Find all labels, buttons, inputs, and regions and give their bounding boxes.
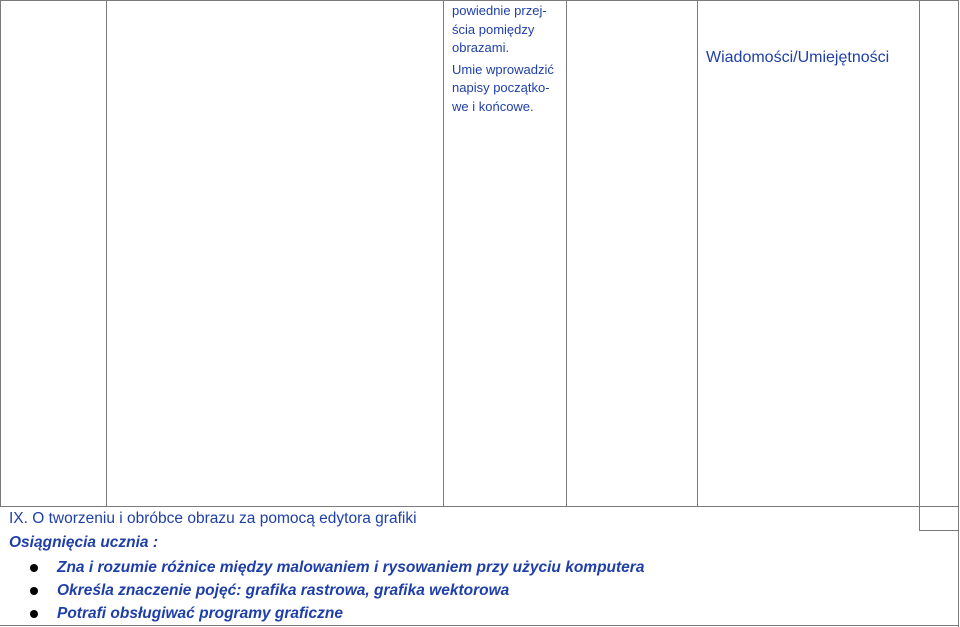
section-title: IX. O tworzeniu i obróbce obrazu za pomocą edytora grafiki [9,510,417,527]
column-divider [958,0,959,627]
bullet-icon [30,587,38,595]
row-divider [0,0,959,1]
column-divider [566,0,567,506]
transitions-cell [452,2,564,116]
row-divider [919,530,959,531]
column-divider [443,0,444,506]
list-item [30,579,644,602]
column-divider [919,0,920,530]
column-divider [106,0,107,506]
bullet-icon [30,610,38,618]
list-item-text: Potrafi obsługiwać programy graficzne [57,605,343,622]
list-item [30,602,644,625]
list-item [30,556,644,579]
cell-note: Umie wprowadzić napisy początko- we i końcowe. [452,61,554,114]
bullet-icon [30,564,38,572]
skills-column-header: Wiadomości/Umiejętności [706,49,890,66]
cell-note: powiednie przej- ścia pomiędzy obrazami. [452,3,547,55]
column-divider [0,0,1,506]
row-divider [0,506,959,507]
list-item-text: Określa znaczenie pojęć: grafika rastrowa, grafika wektorowa [57,582,510,599]
achievements-list [30,556,644,625]
column-divider [697,0,698,506]
list-item-text: Zna i rozumie różnice między malowaniem i rysowaniem przy użyciu komputera [57,559,645,576]
achievements-label: Osiągnięcia ucznia : [9,534,159,551]
row-divider [0,625,959,626]
